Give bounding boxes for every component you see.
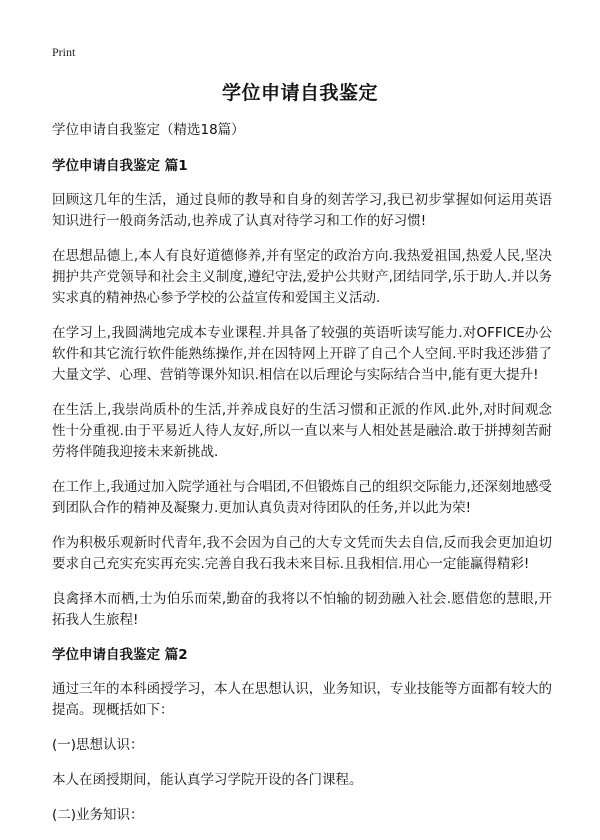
- paragraph: 回顾这几年的生活，通过良师的教导和自身的刻苦学习,我已初步掌握如何运用英语知识进行一般商务活动,也养成了认真对待学习和工作的好习惯!: [52, 192, 552, 229]
- paragraph: 良禽择木而栖,士为伯乐而荣,勤奋的我将以不怕输的韧劲融入社会.愿借您的慧眼,开拓我人生旅程!: [52, 591, 552, 628]
- paragraph: 在学习上,我圆满地完成本专业课程.并具备了较强的英语听读写能力.对OFFICE办公软件和其它流行软件能熟练操作,并在因特网上开辟了自己个人空间.平时我还涉猎了大量文学、心理、营销等课外知识.相信在以后理论与实际结合当中,能有更大提升!: [52, 325, 552, 383]
- document-title: 学位申请自我鉴定: [221, 82, 378, 104]
- paragraph: 在思想品德上,本人有良好道德修养,并有坚定的政治方向.我热爱祖国,热爱人民,坚决拥护共产党领导和社会主义制度,遵纪守法,爱护公共财产,团结同学,乐于助人.并以务实求真的精神热心参予学校的公益宣传和爱国主义活动.: [52, 248, 552, 306]
- section-heading-1: 学位申请自我鉴定 篇1: [52, 158, 188, 174]
- print-label: Print: [52, 45, 76, 59]
- paragraph: 通过三年的本科函授学习，本人在思想认识，业务知识，专业技能等方面都有较大的提高。现概括如下：: [52, 681, 552, 718]
- paragraph: 作为积极乐观新时代青年,我不会因为自己的大专文凭而失去自信,反而我会更加迫切要求自己充实充实再充实.完善自我石我未来目标.且我相信.用心一定能赢得精彩!: [52, 535, 552, 572]
- paragraph: (二)业务知识：: [52, 807, 144, 823]
- paragraph: 本人在函授期间，能认真学习学院开设的各门课程。: [52, 772, 363, 788]
- paragraph: 在工作上,我通过加入院学通社与合唱团,不但锻炼自己的组织交际能力,还深刻地感受到团队合作的精神及凝聚力.更加认真负责对待团队的任务,并以此为荣!: [52, 479, 552, 516]
- document-subtitle: 学位申请自我鉴定（精选18篇）: [52, 122, 245, 138]
- paragraph: 在生活上,我崇尚质朴的生活,并养成良好的生活习惯和正派的作风.此外,对时间观念性十分重视.由于平易近人待人友好,所以一直以来与人相处甚是融洽.敢于拼搏刻苦耐劳将伴随我迎接未来新挑战.: [52, 402, 552, 460]
- document-body: [52, 120, 552, 840]
- section-heading-2: 学位申请自我鉴定 篇2: [52, 647, 188, 663]
- paragraph: (一)思想认识：: [52, 737, 144, 753]
